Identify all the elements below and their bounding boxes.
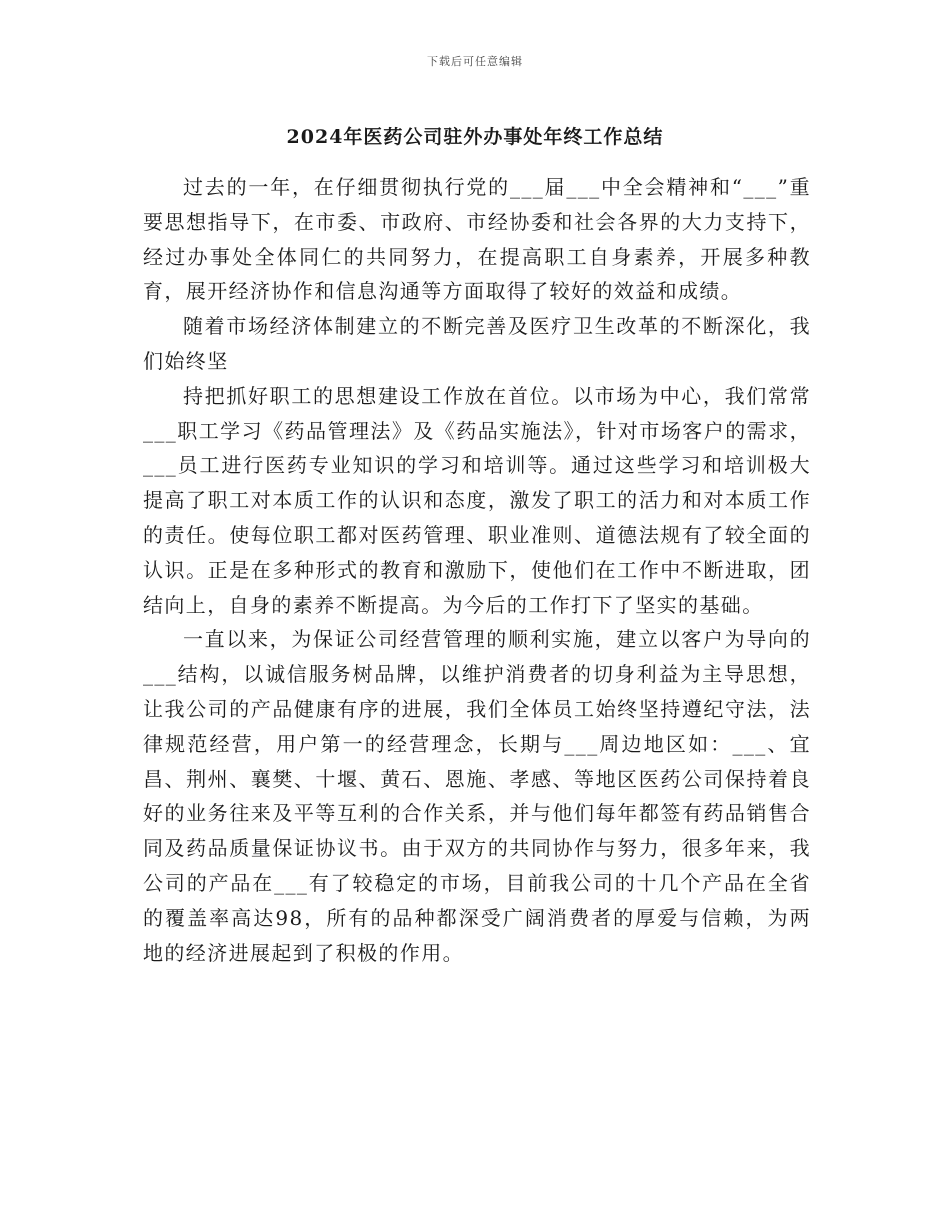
document-body [143, 170, 811, 970]
document-title: 2024年医药公司驻外办事处年终工作总结 [286, 126, 664, 148]
paragraph-1: 过去的一年，在仔细贯彻执行党的___届___中全会精神和“___”重要思想指导下，在市委、市政府、市经协委和社会各界的大力支持下，经过办事处全体同仁的共同努力，在提高职工自身素养，开展多种教育，展开经济协作和信息沟通等方面取得了较好的效益和成绩。 [143, 175, 811, 304]
header-note: 下载后可任意编辑 [427, 55, 523, 68]
paragraph-3: 持把抓好职工的思想建设工作放在首位。以市场为中心，我们常常___职工学习《药品管理法》及《药品实施法》，针对市场客户的需求，___员工进行医药专业知识的学习和培训等。通过这些学习和培训极大提高了职工对本质工作的认识和态度，激发了职工的活力和对本质工作的责任。使每位职工都对医药管理、职业准则、道德法规有了较全面的认识。正是在多种形式的教育和激励下，使他们在工作中不断进取，团结向上，自身的素养不断提高。为今后的工作打下了坚实的基础。 [143, 383, 811, 617]
paragraph-2: 随着市场经济体制建立的不断完善及医疗卫生改革的不断深化，我们始终坚 [143, 314, 811, 373]
paragraph-4: 一直以来，为保证公司经营管理的顺利实施，建立以客户为导向的___结构，以诚信服务树品牌，以维护消费者的切身利益为主导思想，让我公司的产品健康有序的进展，我们全体员工始终坚持遵纪守法，法律规范经营，用户第一的经营理念，长期与___周边地区如：___、宜昌、荆州、襄樊、十堰、黄石、恩施、孝感、等地区医药公司保持着良好的业务往来及平等互利的合作关系，并与他们每年都签有药品销售合同及药品质量保证协议书。由于双方的共同协作与努力，很多年来，我公司的产品在___有了较稳定的市场，目前我公司的十几个产品在全省的覆盖率高达98，所有的品种都深受广阔消费者的厚爱与信赖，为两地的经济进展起到了积极的作用。 [143, 627, 811, 965]
